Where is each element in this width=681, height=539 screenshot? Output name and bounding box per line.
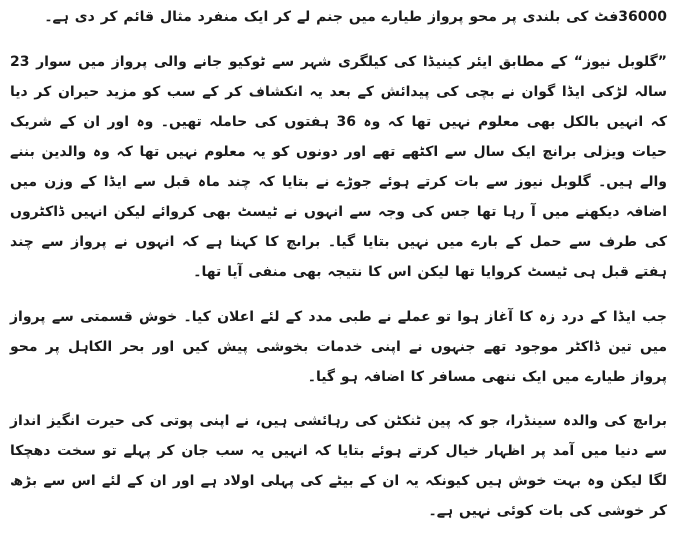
paragraph-intro: 36000فٹ کی بلندی پر محو پرواز طیارے میں جنم لے کر ایک منفرد مثال قائم کر دی ہے۔ [44,9,667,25]
paragraph-grandmother: براںچ کی والدہ سینڈرا، جو کہ پین ٹنکٹن کی رہائشی ہیں، نے اپنی پوتی کی حیرت انگیز انداز سے دنیا میں آمد پر اظہار خیال کرتے ہوئے بتایا کہ انہیں یہ سب جان کر پہلے تو سخت دھچکا لگا لیکن وہ بہت خوش ہیں کیونکہ یہ ان کے بیٹے کی پہلی اولاد ہے اور ان کے لئے اس سے بڑھ کر خوشی کی بات کوئی نہیں ہے۔ [10,413,667,519]
paragraph-doctors: جب ایڈا کے درد زہ کا آغاز ہوا تو عملے نے طبی مدد کے لئے اعلان کیا۔ خوش قسمتی سے پرواز میں تین ڈاکٹر موجود تھے جنہوں نے اپنی خدمات بخوشی پیش کیں اور بحر الکاہل پر محو پرواز طیارے میں ایک ننھی مسافر کا اضافہ ہو گیا۔ [10,309,667,385]
paragraph-global-news: ”گلوبل نیوز“ کے مطابق ایئر کینیڈا کی کیلگری شہر سے ٹوکیو جانے والی پرواز میں سوار 23 سالہ لڑکی ایڈا گوان نے بچی کی پیدائش کے بعد یہ انکشاف کر کے سب کو مزید حیران کر دیا کہ انہیں بالکل بھی معلوم نہیں تھا کہ وہ 36 ہفتوں کی حاملہ تھیں۔ وہ اور ان کے شریک حیات ویزلی برانچ ایک سال سے اکٹھے تھے اور دونوں کو یہ معلوم نہیں تھا کہ وہ والدین بننے والے ہیں۔ گلوبل نیوز سے بات کرتے ہوئے جوڑے نے بتایا کہ چند ماہ قبل سے ایڈا کے وزن میں اضافہ دیکھنے میں آ رہا تھا جس کی وجہ سے انہوں نے ٹیسٹ بھی کروائے لیکن انہیں ڈاکٹروں کی طرف سے حمل کے بارے میں نہیں بتایا گیا۔ براںچ کا کہنا ہے کہ انہوں نے پرواز سے چند ہفتے قبل ہی ٹیسٹ کروایا تھا لیکن اس کا نتیجہ بھی منفی آیا تھا۔ [10,54,667,280]
